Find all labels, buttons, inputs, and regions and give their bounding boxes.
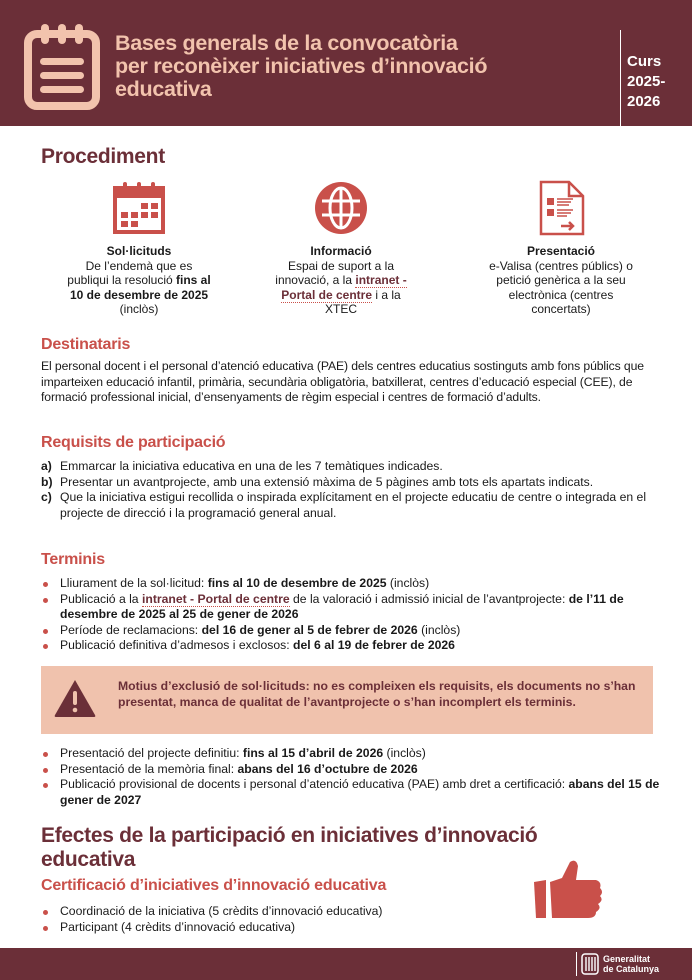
list-item-text: Publicació a la [60, 591, 142, 606]
generalitat-logo [576, 952, 659, 976]
list-item-text: Període de reclamacions: [60, 622, 202, 637]
procedure-title: Sol·licituds [106, 244, 172, 258]
list-marker: a) [41, 459, 52, 473]
section-heading-destinataris: Destinataris [41, 336, 131, 353]
page-title [115, 32, 605, 101]
list-item-text: Presentar un avantprojecte, amb una extensió màxima de 5 pàgines amb tots els apartats indicats. [60, 474, 594, 489]
globe-icon [313, 180, 369, 236]
deadline-value: fins al 15 d’abril de 2026 [242, 746, 384, 760]
list-item [41, 490, 661, 521]
title-line: Bases generals de la convocatòria [115, 31, 458, 55]
list-item [41, 777, 661, 808]
intranet-portal-link[interactable]: intranet - Portal de centre [281, 273, 407, 302]
list-item [41, 638, 661, 654]
generalitat-emblem-icon [581, 953, 599, 975]
course-line: 2026 [627, 93, 661, 110]
course-label [627, 52, 665, 112]
section-heading-efectes [41, 824, 601, 872]
logo-line: de Catalunya [603, 964, 660, 974]
list-item [41, 623, 661, 639]
list-marker: b) [41, 474, 53, 489]
title-line: per reconèixer iniciatives d’innovació [115, 54, 488, 78]
deadline-value: del 16 de gener al 5 de febrer de 2026 [201, 622, 418, 637]
procedure-title: Presentació [526, 244, 596, 258]
section-heading-terminis: Terminis [41, 551, 105, 568]
list-item-text: Que la iniciativa estigui recollida o inspirada explícitament en el projecte educatiu de centre o integrada en el projecte de direcció i la programació general anual. [60, 490, 647, 520]
terminis-list [41, 576, 661, 654]
page-footer [0, 948, 692, 980]
requisits-list [41, 459, 661, 521]
logo-text [603, 954, 659, 974]
deadline-value: abans del 15 de gener de 2027 [60, 777, 660, 807]
page-header [0, 0, 692, 126]
list-item [41, 592, 661, 623]
course-line: Curs [627, 53, 662, 70]
list-item [41, 762, 661, 778]
title-line: educativa [115, 77, 212, 101]
list-item-text: Presentació de la memòria final: [60, 761, 238, 776]
warning-text: Motius d’exclusió de sol·licituds: no es compleixen els requisits, els documents no s’han presentat, manca de qualitat de l’avantprojecte o s’han incomplert els terminis. [118, 679, 636, 709]
procedure-text: Espai de suport a la innovació, a la [275, 258, 395, 287]
logo-line: Generalitat [603, 954, 651, 964]
procedure-title: Informació [310, 244, 372, 258]
deadline-value: abans del 16 d’octubre de 2026 [237, 761, 418, 776]
heading-line: educativa [41, 848, 136, 871]
section-heading-procediment: Procediment [41, 145, 165, 168]
procedure-deadline: fins al 10 de desembre de 2025 [69, 273, 211, 302]
list-item-text: Presentació del projecte definitiu: [60, 746, 243, 760]
list-item [41, 576, 661, 592]
list-item [41, 746, 661, 762]
list-item-text: Lliurament de la sol·licitud: [60, 576, 208, 590]
list-item-text: Emmarcar la iniciativa educativa en una de les 7 temàtiques indicades. [60, 459, 443, 473]
section-heading-requisits: Requisits de participació [41, 434, 226, 451]
list-marker: c) [41, 490, 52, 504]
deadline-value: de l’11 de desembre de 2025 al 25 de gener de 2026 [60, 591, 624, 621]
destinataris-text: El personal docent i el personal d’atenció educativa (PAE) dels centres educatius sostinguts amb fons públics que imparteixen educació infantil, primària, secundària obligatòria, batxillerat, centres d’educació especial (CEE), de formació professional inicial, d’ensenyaments de règim especial i centres de formació d’adults. [41, 359, 644, 404]
deadline-value: del 6 al 19 de febrer de 2026 [293, 638, 455, 652]
list-item [41, 459, 661, 475]
list-item [41, 475, 661, 491]
notepad-icon [24, 20, 100, 110]
list-item-text: (inclòs) [417, 622, 461, 637]
heading-line: Efectes de la participació en iniciatives d’innovació [41, 824, 538, 847]
list-item-text: (inclòs) [383, 746, 426, 760]
list-item-text: de la valoració i admissió inicial de l’avantprojecte: [289, 591, 569, 606]
list-item-text: (inclòs) [386, 576, 430, 590]
document-submit-icon [533, 180, 589, 236]
procedure-presentacio [486, 180, 636, 317]
exclusion-warning-box [41, 666, 653, 734]
deadline-value: fins al 10 de desembre de 2025 [207, 576, 387, 590]
logo-divider [576, 952, 577, 976]
procedure-text: i a la XTEC [324, 287, 401, 316]
thumbs-up-icon [532, 858, 604, 920]
procedure-text: e-Valisa (centres públics) o petició genèrica a la seu electrònica (centres concertats) [489, 258, 633, 316]
subheading-certificacio: Certificació d’iniciatives d’innovació educativa [41, 877, 387, 894]
procedure-text: De l’endemà que es publiqui la resolució [67, 258, 193, 287]
header-divider [620, 30, 621, 126]
procedure-text: (inclòs) [119, 302, 159, 316]
procedure-solicituds [64, 180, 214, 317]
list-item: Coordinació de la iniciativa (5 crèdits d’innovació educativa) [41, 904, 661, 920]
list-item-text: Publicació definitiva d’admesos i exclosos: [60, 638, 294, 652]
intranet-portal-link[interactable]: intranet - Portal de centre [141, 591, 290, 606]
calendar-icon [111, 180, 167, 236]
list-item: Participant (4 crèdits d’innovació educativa) [41, 920, 661, 936]
procedure-informacio [266, 180, 416, 317]
course-line: 2025- [627, 73, 666, 90]
warning-icon [53, 678, 97, 718]
list-item-text: Publicació provisional de docents i personal d’atenció educativa (PAE) amb dret a certificació: [60, 777, 569, 791]
terminis-list-2 [41, 746, 661, 808]
